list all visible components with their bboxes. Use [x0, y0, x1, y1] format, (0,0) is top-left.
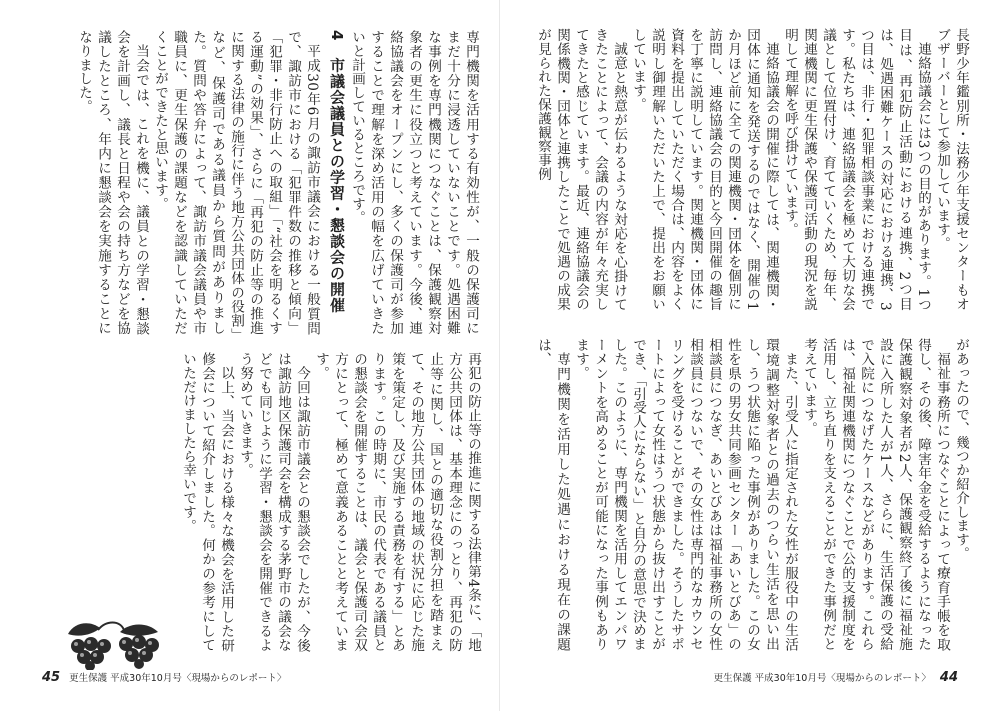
paragraph: 今回は諏訪市議会との懇談会でしたが、今後は諏訪地区保護司会を構成する茅野市の議会などでも同じように学習・懇談会を開催できるよう努めていきます。	[237, 352, 310, 652]
paragraph: 再犯の防止等の推進に関する法律第4条に、「地方公共団体は、基本理念にのっとり、再犯の防止等に関し、国との適切な役割分担を踏まえて、その地方公共団体の地域の状況に応じた施策を策定し、及び実施する責務を有する」とあります。この時期に、市民の代表である議員との懇談会を開催することは、議会と保護司会双方にとって、極めて意義あることと考えています。	[313, 352, 481, 652]
grapes-icon	[60, 612, 172, 670]
footer-issue: 平成30年10月号	[754, 673, 827, 684]
section-heading: 4 市議会議員との学習・懇談会の開催	[328, 30, 346, 314]
paragraph: 平成30年6月の諏訪市議会における一般質問で、諏訪市における「犯罪件数の推移と傾向」「犯罪・非行防止への取組」「“社会を明るくする運動”の効果」、さらに「再犯の防止等の推進に関する法律の施行に伴う地方公共団体の役割」など、保護司である議員から質問がありました。質問や答弁によって、諏訪市議会議員や市職員に、更生保護の課題などを認識していただくことができたと思います。	[152, 30, 320, 335]
left-top-column	[64, 30, 480, 335]
paragraph: 以上、当会における様々な機会を活用した研修会について紹介しました。何かの参考にしていただけましたら幸いです。	[180, 352, 234, 652]
paragraph: 福祉事務所につなぐことによって療育手帳を取得し、その後、障害年金を受給するようになった保護観察対象者が2人、保護観察終了後に福祉施設に入所した人が1人、さらに、生活保護の受給で入院につなげたケースなどがあります。これらは、福祉関連機関につなぐことで公的支援制度を活用し、立ち直りを支えることができた事例だと考えています。	[801, 338, 950, 651]
paragraph: 誠意と熱意が伝わるような対応を心掛けてきたことによって、会議の内容が年々充実してきたと感じています。最近、連絡協議会の関係機関・団体と連携したことで処遇の成果が見られた保護観察事例	[535, 28, 627, 311]
paragraph: 専門機関を活用する有効性が、一般の保護司にまだ十分に浸透していないことです。処遇困難な事例を専門機関につなぐことは、保護観察対象者の更生に役立つと考えています。今後、連絡協議会をオープンにし、多くの保護司が参加することで理解を深め活用の幅を広げていきたいと計画しているところです。	[349, 30, 479, 335]
page-gutter	[499, 0, 500, 711]
footer-section: 〈現場からのレポート〉	[826, 673, 931, 684]
footer-magazine: 更生保護	[713, 673, 752, 684]
right-bottom-column	[520, 338, 970, 651]
right-page-footer	[714, 670, 964, 685]
paragraph: 長野少年鑑別所・法務少年支援センターもオブザーバーとして参加しています。	[934, 28, 969, 311]
footer-section: 〈現場からのレポート〉	[181, 673, 287, 684]
page-number: 45	[42, 670, 61, 685]
right-top-column	[535, 28, 970, 311]
left-page-footer	[36, 670, 286, 685]
paragraph: 連絡協議会の開催に際しては、関連機関・団体に通知を発送するのではなく、開催の1か月ほど前に全ての関連機関・団体を個別に訪問し、連絡協議会の目的と今回開催の趣旨を丁寧に説明しています。関連機関・団体に資料を提出していただく場合は、内容をよく説明し御理解いただいた上で、提出をお願いしています。	[630, 28, 779, 311]
page-number: 44	[939, 670, 958, 685]
left-bottom-column	[182, 352, 482, 652]
paragraph: 連絡協議会には3つの目的があります。1つ目は、再犯防止活動における連携、2つ目は、処遇困難ケースの対応における連携、3つ目は、非行・犯罪相談事業における連携です。私たちは、連絡協議会を極めて大切な会議として位置付け、育てていくため、毎年、関連機関に更生保護や保護司活動の現況を説明して理解を呼び掛けています。	[782, 28, 931, 311]
paragraph: 当会では、これを機に、議員との学習・懇談会を計画し、議長と日程や会の持ち方などを協議したところ、年内に懇談会を実施することになりました。	[76, 30, 149, 335]
paragraph: 専門機関を活用した処遇における現在の課題は、	[535, 338, 570, 651]
paragraph: また、引受人に指定された女性が服役中の生活環境調整対象者との過去のつらい生活を思い出し、うつ状態に陥った事例がありました。この女性を県の男女共同参画センター「あいとびあ」の相談員につなぎ、あいとびあは福祉事務所の女性相談員につないで、その女性は専門的なカウンセリングを受けることができました。そうしたサポートによって女性はうつ状態から抜け出すことができ、「引受人にならない」と自分の意思で決めました。このように、専門機関を活用してエンパワーメントを高めることが可能になった事例もあります。	[573, 338, 798, 651]
footer-issue: 平成30年10月号	[110, 673, 182, 684]
paragraph: があったので、幾つか紹介します。	[953, 338, 969, 561]
footer-magazine: 更生保護	[69, 673, 108, 684]
